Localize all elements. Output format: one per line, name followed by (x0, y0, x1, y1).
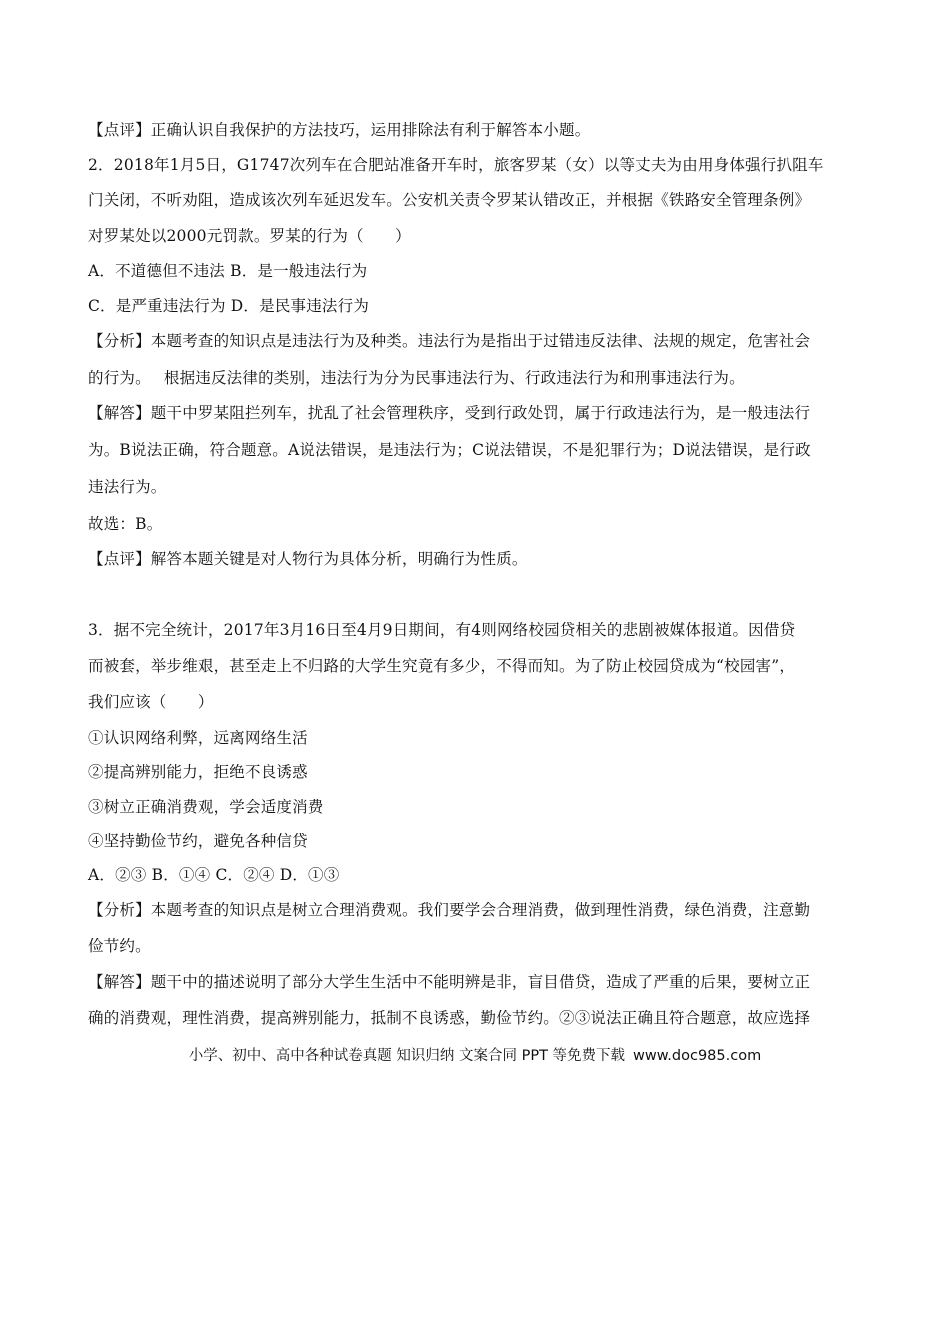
answer-2-line-3: 违法行为。 (88, 478, 167, 496)
analysis-3-line-1: 【分析】本题考查的知识点是树立合理消费观。我们要学会合理消费，做到理性消费，绿色消费，注意勤 (88, 901, 811, 919)
question-2-options-cd: C．是严重违法行为 D．是民事违法行为 (88, 297, 370, 315)
comment-2: 【点评】解答本题关键是对人物行为具体分析，明确行为性质。 (88, 550, 528, 568)
statement-1: ①认识网络利弊，远离网络生活 (88, 729, 308, 747)
analysis-3-line-2: 俭节约。 (88, 937, 151, 955)
statement-3: ③树立正确消费观，学会适度消费 (88, 798, 324, 816)
question-2-line-1: 2．2018年1月5日，G1747次列车在合肥站准备开车时，旅客罗某（女）以等丈夫为由用身体强行扒阻车 (88, 156, 824, 174)
question-2-line-3: 对罗某处以2000元罚款。罗某的行为（ ） (88, 227, 411, 245)
question-3-line-1: 3．据不完全统计，2017年3月16日至4月9日期间，有4则网络校园贷相关的悲剧被媒体报道。因借贷 (88, 621, 796, 639)
question-3-line-2: 而被套，举步维艰，甚至走上不归路的大学生究竟有多少，不得而知。为了防止校园贷成为“校园害”， (88, 657, 796, 675)
answer-2-line-2: 为。B说法正确，符合题意。A说法错误，是违法行为；C说法错误，不是犯罪行为；D说法错误，是行政 (88, 441, 811, 459)
choice-2: 故选：B。 (88, 515, 163, 533)
answer-3-line-1: 【解答】题干中的描述说明了部分大学生生活中不能明辨是非，盲目借贷，造成了严重的后果，要树立正 (88, 973, 811, 991)
question-2-options-ab: A．不道德但不违法 B．是一般违法行为 (88, 262, 368, 280)
footer-url[interactable]: www.doc985.com (633, 1048, 762, 1064)
statement-2: ②提高辨别能力，拒绝不良诱惑 (88, 763, 308, 781)
question-3-options: A．②③ B．①④ C．②④ D．①③ (88, 866, 340, 884)
question-2-line-2: 门关闭，不听劝阻，造成该次列车延迟发车。公安机关责令罗某认错改正，并根据《铁路安全管理条例》 (88, 191, 811, 209)
question-3-line-3: 我们应该（ ） (88, 693, 214, 711)
answer-2-line-1: 【解答】题干中罗某阻拦列车，扰乱了社会管理秩序，受到行政处罚，属于行政违法行为，是一般违法行 (88, 404, 811, 422)
comment-line: 【点评】正确认识自我保护的方法技巧，运用排除法有利于解答本小题。 (88, 121, 591, 139)
footer-text: 小学、初中、高中各种试卷真题 知识归纳 文案合同 PPT 等免费下载 (188, 1048, 626, 1064)
statement-4: ④坚持勤俭节约，避免各种信贷 (88, 832, 308, 850)
page-footer (0, 1044, 950, 1065)
analysis-2-line-1: 【分析】本题考查的知识点是违法行为及种类。违法行为是指出于过错违反法律、法规的规定，危害社会 (88, 332, 811, 350)
analysis-2-line-2: 的行为。 根据违反法律的类别，违法行为分为民事违法行为、行政违法行为和刑事违法行为。 (88, 369, 745, 387)
answer-3-line-2: 确的消费观，理性消费，提高辨别能力，抵制不良诱惑，勤俭节约。②③说法正确且符合题意，故应选择 (88, 1009, 811, 1027)
